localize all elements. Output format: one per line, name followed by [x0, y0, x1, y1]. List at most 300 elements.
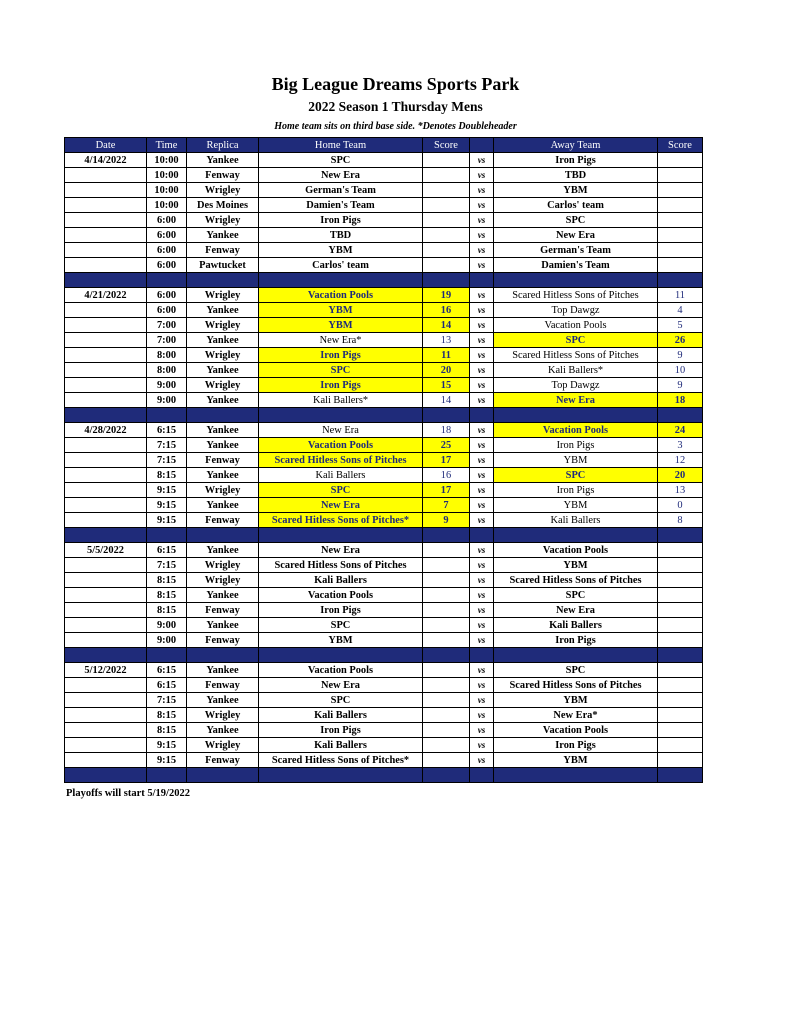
separator-cell [494, 528, 658, 543]
game-row [65, 723, 703, 738]
replica-cell: Wrigley [187, 378, 259, 393]
away-team-cell: Damien's Team [494, 258, 658, 273]
replica-cell: Yankee [187, 543, 259, 558]
separator-cell [259, 273, 423, 288]
game-row [65, 378, 703, 393]
separator-cell [470, 648, 494, 663]
home-team-cell: Carlos' team [259, 258, 423, 273]
vs-cell: vs [470, 228, 494, 243]
time-cell: 8:15 [147, 468, 187, 483]
separator-cell [259, 408, 423, 423]
home-score-cell [423, 258, 470, 273]
game-row [65, 558, 703, 573]
time-cell: 8:15 [147, 708, 187, 723]
away-team-cell: New Era* [494, 708, 658, 723]
away-score-cell: 9 [658, 348, 703, 363]
vs-cell: vs [470, 303, 494, 318]
vs-cell: vs [470, 288, 494, 303]
away-score-cell [658, 708, 703, 723]
away-score-cell: 13 [658, 483, 703, 498]
page-subtitle: 2022 Season 1 Thursday Mens [308, 99, 483, 114]
vs-cell: vs [470, 618, 494, 633]
doubleheader-note: Home team sits on third base side. *Denotes Doubleheader [274, 121, 517, 132]
home-score-cell: 16 [423, 303, 470, 318]
vs-cell: vs [470, 513, 494, 528]
time-cell: 9:00 [147, 378, 187, 393]
vs-cell: vs [470, 393, 494, 408]
date-cell [65, 393, 147, 408]
home-team-cell: SPC [259, 693, 423, 708]
home-score-cell: 13 [423, 333, 470, 348]
home-score-cell [423, 228, 470, 243]
game-row [65, 333, 703, 348]
week-separator-row [65, 528, 703, 543]
date-cell [65, 333, 147, 348]
time-cell: 9:15 [147, 498, 187, 513]
date-cell [65, 723, 147, 738]
vs-cell: vs [470, 693, 494, 708]
date-cell [65, 348, 147, 363]
date-cell [65, 318, 147, 333]
date-cell [65, 213, 147, 228]
away-score-cell [658, 753, 703, 768]
separator-cell [423, 273, 470, 288]
date-cell [65, 678, 147, 693]
away-score-cell [658, 198, 703, 213]
away-score-cell: 5 [658, 318, 703, 333]
schedule-table [64, 137, 703, 783]
separator-cell [147, 273, 187, 288]
home-team-cell: Iron Pigs [259, 348, 423, 363]
home-team-cell: New Era [259, 678, 423, 693]
game-row [65, 213, 703, 228]
vs-cell: vs [470, 243, 494, 258]
replica-cell: Wrigley [187, 708, 259, 723]
game-row [65, 678, 703, 693]
away-team-cell: SPC [494, 333, 658, 348]
game-row [65, 363, 703, 378]
away-score-cell [658, 153, 703, 168]
replica-cell: Yankee [187, 618, 259, 633]
vs-cell: vs [470, 438, 494, 453]
time-cell: 8:00 [147, 363, 187, 378]
separator-cell [423, 648, 470, 663]
home-score-cell: 25 [423, 438, 470, 453]
away-score-cell [658, 663, 703, 678]
game-row [65, 318, 703, 333]
replica-cell: Yankee [187, 723, 259, 738]
game-row [65, 588, 703, 603]
replica-cell: Yankee [187, 363, 259, 378]
game-row [65, 348, 703, 363]
home-team-cell: Vacation Pools [259, 588, 423, 603]
home-team-cell: Scared Hitless Sons of Pitches [259, 558, 423, 573]
game-row [65, 753, 703, 768]
date-cell [65, 513, 147, 528]
away-team-cell: YBM [494, 453, 658, 468]
date-cell [65, 753, 147, 768]
away-score-cell [658, 168, 703, 183]
replica-cell: Fenway [187, 168, 259, 183]
home-team-cell: Vacation Pools [259, 438, 423, 453]
col-header-replica: Replica [187, 138, 259, 153]
replica-cell: Yankee [187, 498, 259, 513]
date-cell [65, 258, 147, 273]
away-team-cell: SPC [494, 213, 658, 228]
away-team-cell: Kali Ballers [494, 618, 658, 633]
replica-cell: Wrigley [187, 348, 259, 363]
away-team-cell: Iron Pigs [494, 738, 658, 753]
separator-cell [187, 768, 259, 783]
home-score-cell [423, 663, 470, 678]
game-row [65, 168, 703, 183]
time-cell: 6:00 [147, 213, 187, 228]
separator-cell [187, 528, 259, 543]
vs-cell: vs [470, 543, 494, 558]
separator-cell [658, 408, 703, 423]
date-cell [65, 633, 147, 648]
separator-cell [147, 408, 187, 423]
away-score-cell [658, 543, 703, 558]
game-row [65, 738, 703, 753]
away-score-cell [658, 243, 703, 258]
time-cell: 9:15 [147, 483, 187, 498]
separator-cell [65, 273, 147, 288]
away-score-cell: 8 [658, 513, 703, 528]
time-cell: 6:00 [147, 288, 187, 303]
date-cell [65, 363, 147, 378]
separator-cell [259, 768, 423, 783]
col-header-away-score: Score [658, 138, 703, 153]
away-score-cell [658, 183, 703, 198]
away-team-cell: YBM [494, 558, 658, 573]
date-cell [65, 453, 147, 468]
away-score-cell [658, 603, 703, 618]
date-cell [65, 573, 147, 588]
time-cell: 8:15 [147, 723, 187, 738]
time-cell: 7:00 [147, 333, 187, 348]
date-cell [65, 198, 147, 213]
time-cell: 10:00 [147, 183, 187, 198]
home-team-cell: Iron Pigs [259, 213, 423, 228]
away-team-cell: Iron Pigs [494, 438, 658, 453]
home-team-cell: YBM [259, 633, 423, 648]
game-row [65, 498, 703, 513]
away-team-cell: German's Team [494, 243, 658, 258]
home-team-cell: Vacation Pools [259, 288, 423, 303]
away-team-cell: YBM [494, 498, 658, 513]
away-team-cell: Vacation Pools [494, 723, 658, 738]
replica-cell: Wrigley [187, 738, 259, 753]
col-header-away-team: Away Team [494, 138, 658, 153]
game-row [65, 513, 703, 528]
away-score-cell: 12 [658, 453, 703, 468]
away-score-cell [658, 693, 703, 708]
col-header-date: Date [65, 138, 147, 153]
replica-cell: Yankee [187, 228, 259, 243]
week-separator-row [65, 768, 703, 783]
away-team-cell: Scared Hitless Sons of Pitches [494, 678, 658, 693]
replica-cell: Des Moines [187, 198, 259, 213]
home-team-cell: German's Team [259, 183, 423, 198]
away-team-cell: Iron Pigs [494, 153, 658, 168]
date-cell [65, 243, 147, 258]
home-score-cell [423, 738, 470, 753]
time-cell: 9:15 [147, 738, 187, 753]
away-score-cell: 11 [658, 288, 703, 303]
replica-cell: Fenway [187, 513, 259, 528]
vs-cell: vs [470, 378, 494, 393]
date-cell: 4/28/2022 [65, 423, 147, 438]
away-score-cell [658, 228, 703, 243]
home-score-cell [423, 198, 470, 213]
vs-cell: vs [470, 483, 494, 498]
game-row [65, 573, 703, 588]
away-team-cell: Carlos' team [494, 198, 658, 213]
vs-cell: vs [470, 168, 494, 183]
away-team-cell: Top Dawgz [494, 303, 658, 318]
home-score-cell: 17 [423, 453, 470, 468]
game-row [65, 543, 703, 558]
away-team-cell: Vacation Pools [494, 543, 658, 558]
col-header-home-team: Home Team [259, 138, 423, 153]
separator-cell [470, 273, 494, 288]
replica-cell: Fenway [187, 633, 259, 648]
away-team-cell: New Era [494, 603, 658, 618]
separator-cell [658, 273, 703, 288]
game-row [65, 633, 703, 648]
away-team-cell: Top Dawgz [494, 378, 658, 393]
vs-cell: vs [470, 708, 494, 723]
game-row [65, 303, 703, 318]
home-score-cell: 19 [423, 288, 470, 303]
away-team-cell: SPC [494, 588, 658, 603]
separator-cell [187, 273, 259, 288]
date-cell [65, 468, 147, 483]
time-cell: 9:00 [147, 618, 187, 633]
home-score-cell [423, 573, 470, 588]
week-separator-row [65, 273, 703, 288]
away-score-cell [658, 738, 703, 753]
time-cell: 9:15 [147, 753, 187, 768]
away-team-cell: New Era [494, 228, 658, 243]
home-team-cell: New Era [259, 498, 423, 513]
replica-cell: Yankee [187, 393, 259, 408]
separator-cell [65, 648, 147, 663]
away-score-cell: 9 [658, 378, 703, 393]
vs-cell: vs [470, 333, 494, 348]
time-cell: 6:15 [147, 663, 187, 678]
time-cell: 8:15 [147, 588, 187, 603]
home-score-cell [423, 723, 470, 738]
vs-cell: vs [470, 198, 494, 213]
home-score-cell [423, 618, 470, 633]
replica-cell: Fenway [187, 243, 259, 258]
time-cell: 6:00 [147, 258, 187, 273]
away-team-cell: YBM [494, 183, 658, 198]
home-score-cell [423, 558, 470, 573]
vs-cell: vs [470, 423, 494, 438]
separator-cell [147, 528, 187, 543]
away-score-cell [658, 633, 703, 648]
game-row [65, 228, 703, 243]
time-cell: 9:00 [147, 633, 187, 648]
date-cell [65, 558, 147, 573]
date-cell [65, 498, 147, 513]
home-team-cell: YBM [259, 243, 423, 258]
game-row [65, 393, 703, 408]
away-score-cell: 3 [658, 438, 703, 453]
separator-cell [65, 768, 147, 783]
separator-cell [423, 528, 470, 543]
home-score-cell [423, 693, 470, 708]
replica-cell: Wrigley [187, 573, 259, 588]
time-cell: 7:15 [147, 693, 187, 708]
date-cell: 5/12/2022 [65, 663, 147, 678]
separator-cell [494, 273, 658, 288]
replica-cell: Pawtucket [187, 258, 259, 273]
replica-cell: Fenway [187, 453, 259, 468]
home-score-cell [423, 708, 470, 723]
home-team-cell: SPC [259, 483, 423, 498]
separator-cell [147, 648, 187, 663]
separator-cell [65, 528, 147, 543]
vs-cell: vs [470, 183, 494, 198]
time-cell: 8:00 [147, 348, 187, 363]
home-score-cell: 9 [423, 513, 470, 528]
home-score-cell: 20 [423, 363, 470, 378]
away-team-cell: New Era [494, 393, 658, 408]
separator-cell [658, 528, 703, 543]
home-team-cell: Kali Ballers [259, 708, 423, 723]
vs-cell: vs [470, 753, 494, 768]
separator-cell [147, 768, 187, 783]
home-team-cell: YBM [259, 318, 423, 333]
separator-cell [494, 648, 658, 663]
date-cell [65, 483, 147, 498]
date-cell [65, 438, 147, 453]
away-team-cell: YBM [494, 753, 658, 768]
replica-cell: Wrigley [187, 318, 259, 333]
game-row [65, 258, 703, 273]
home-score-cell [423, 168, 470, 183]
replica-cell: Yankee [187, 663, 259, 678]
separator-cell [423, 768, 470, 783]
home-score-cell [423, 633, 470, 648]
week-separator-row [65, 408, 703, 423]
home-team-cell: Kali Ballers* [259, 393, 423, 408]
week-separator-row [65, 648, 703, 663]
separator-cell [65, 408, 147, 423]
date-cell [65, 708, 147, 723]
home-score-cell [423, 213, 470, 228]
home-team-cell: Scared Hitless Sons of Pitches [259, 453, 423, 468]
vs-cell: vs [470, 258, 494, 273]
away-score-cell: 24 [658, 423, 703, 438]
home-team-cell: Kali Ballers [259, 738, 423, 753]
away-score-cell: 18 [658, 393, 703, 408]
vs-cell: vs [470, 573, 494, 588]
replica-cell: Fenway [187, 753, 259, 768]
replica-cell: Wrigley [187, 558, 259, 573]
away-team-cell: Iron Pigs [494, 483, 658, 498]
replica-cell: Yankee [187, 423, 259, 438]
home-team-cell: SPC [259, 153, 423, 168]
replica-cell: Yankee [187, 153, 259, 168]
replica-cell: Yankee [187, 588, 259, 603]
away-team-cell: Kali Ballers [494, 513, 658, 528]
away-score-cell: 4 [658, 303, 703, 318]
game-row [65, 288, 703, 303]
vs-cell: vs [470, 153, 494, 168]
separator-cell [470, 528, 494, 543]
away-team-cell: Kali Ballers* [494, 363, 658, 378]
separator-cell [259, 528, 423, 543]
home-team-cell: Iron Pigs [259, 723, 423, 738]
away-score-cell: 10 [658, 363, 703, 378]
away-team-cell: TBD [494, 168, 658, 183]
col-header-home-score: Score [423, 138, 470, 153]
home-score-cell [423, 183, 470, 198]
away-team-cell: Scared Hitless Sons of Pitches [494, 288, 658, 303]
home-score-cell [423, 543, 470, 558]
time-cell: 7:00 [147, 318, 187, 333]
date-cell [65, 183, 147, 198]
vs-cell: vs [470, 558, 494, 573]
vs-cell: vs [470, 363, 494, 378]
replica-cell: Fenway [187, 678, 259, 693]
col-header-time: Time [147, 138, 187, 153]
separator-cell [658, 648, 703, 663]
away-score-cell [658, 618, 703, 633]
home-score-cell [423, 243, 470, 258]
home-score-cell: 7 [423, 498, 470, 513]
time-cell: 6:15 [147, 423, 187, 438]
home-team-cell: SPC [259, 618, 423, 633]
replica-cell: Wrigley [187, 183, 259, 198]
home-team-cell: Damien's Team [259, 198, 423, 213]
time-cell: 7:15 [147, 558, 187, 573]
vs-cell: vs [470, 213, 494, 228]
vs-cell: vs [470, 663, 494, 678]
replica-cell: Yankee [187, 438, 259, 453]
vs-cell: vs [470, 738, 494, 753]
away-team-cell: Scared Hitless Sons of Pitches [494, 573, 658, 588]
game-row [65, 663, 703, 678]
vs-cell: vs [470, 498, 494, 513]
date-cell [65, 738, 147, 753]
time-cell: 6:15 [147, 678, 187, 693]
date-cell: 4/14/2022 [65, 153, 147, 168]
time-cell: 8:15 [147, 573, 187, 588]
date-cell [65, 588, 147, 603]
time-cell: 6:00 [147, 303, 187, 318]
time-cell: 10:00 [147, 153, 187, 168]
game-row [65, 618, 703, 633]
playoffs-note: Playoffs will start 5/19/2022 [66, 788, 190, 799]
vs-cell: vs [470, 348, 494, 363]
game-row [65, 153, 703, 168]
home-score-cell: 11 [423, 348, 470, 363]
away-team-cell: YBM [494, 693, 658, 708]
home-score-cell [423, 678, 470, 693]
separator-cell [259, 648, 423, 663]
vs-cell: vs [470, 318, 494, 333]
home-team-cell: Kali Ballers [259, 573, 423, 588]
away-score-cell [658, 258, 703, 273]
game-row [65, 183, 703, 198]
replica-cell: Wrigley [187, 288, 259, 303]
